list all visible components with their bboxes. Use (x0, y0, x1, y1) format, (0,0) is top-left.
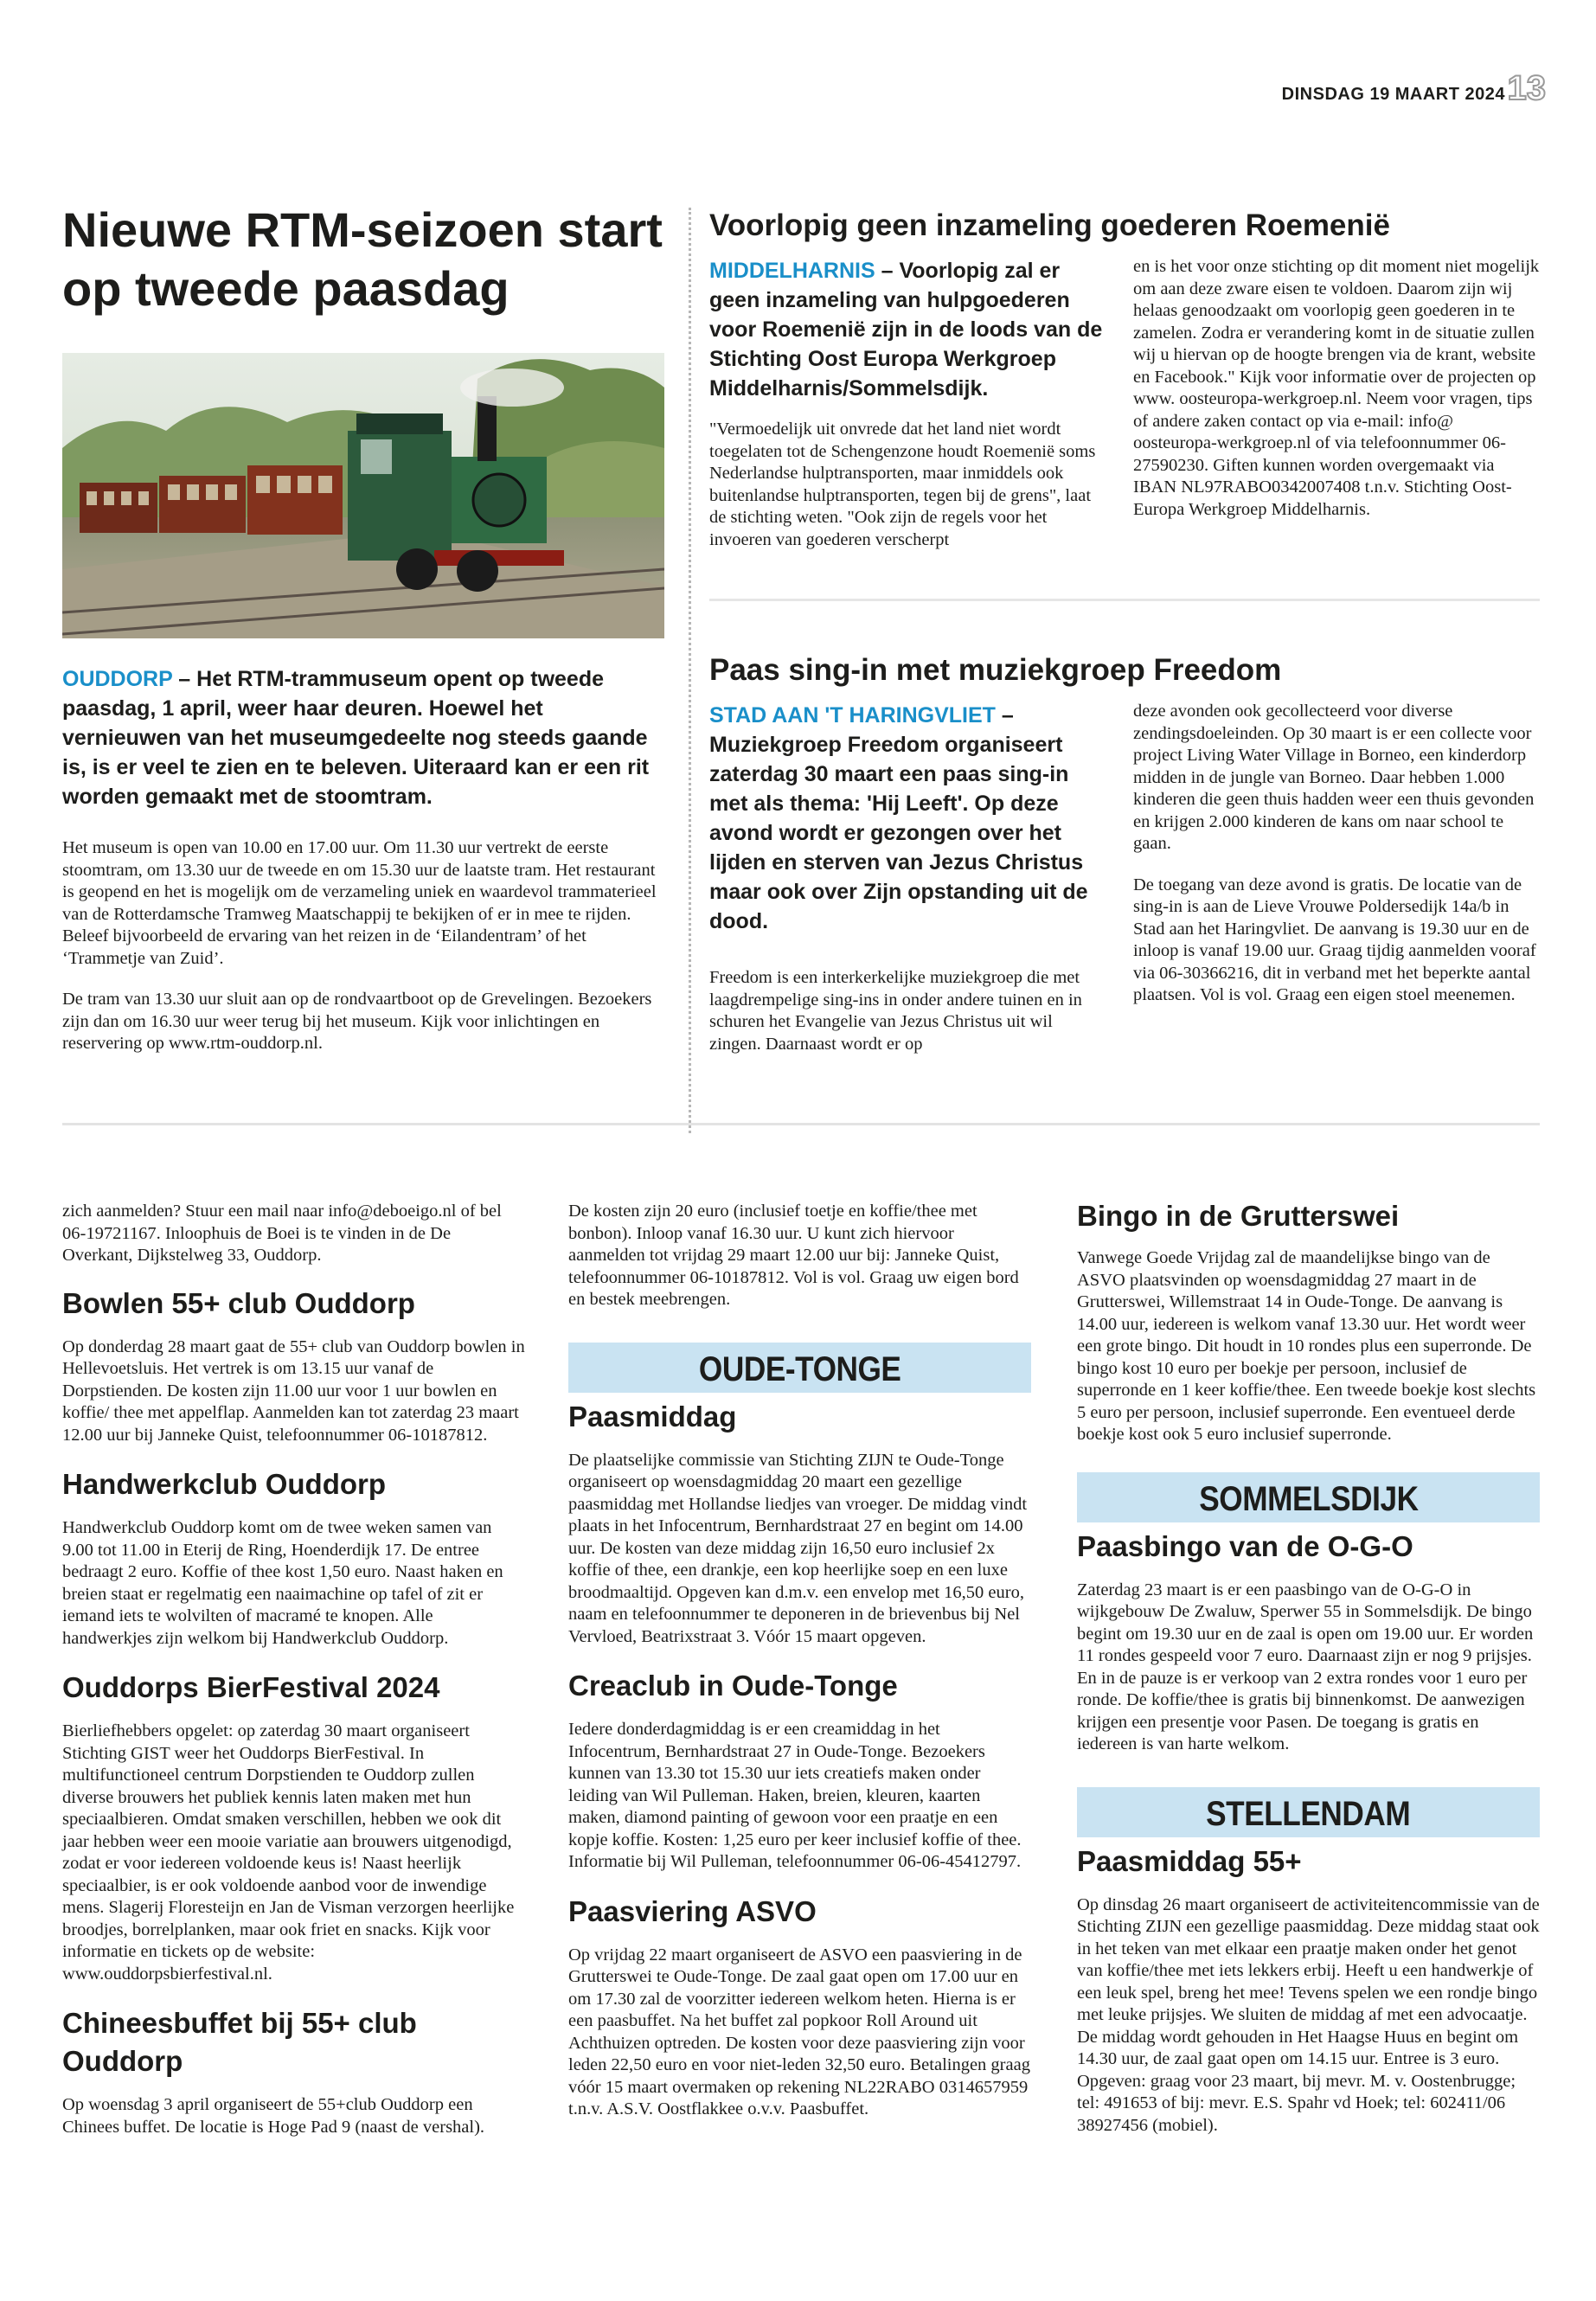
bingo-text: Vanwege Goede Vrijdag zal de maandelijkse bingo van de ASVO plaatsvinden op woensdagmiddag 27 maart in de Grutterswei, Willemstraat 14 in Oude-Tonge. De aanvang is 14.00 uur, iedereen is welkom vanaf 13.30 uur. Het wordt weer een grote bingo. Dit houdt in 10 rondes plus een superronde. De bingo kost 10 euro per boekje per persoon, inclusief de superronde en 1 keer koffie/thee. Een tweede boekje kost slechts 5 euro per persoon, inclusief superronde. Een eventueel derde boekje kost ook 5 euro inclusief superronde. (1077, 1248, 1536, 1444)
asvo-text: Op vrijdag 22 maart organiseert de ASVO een paasviering in de Grutterswei te Oude-Tonge. De zaal gaat open om 17.00 uur en om 17.30 zal de voorzitter iedereen welkom heten. Hierna is er een paasbuffet. Na het buffet zal popkoor Roll Around uit Achthuizen optreden. De kosten voor deze paasviering zijn voor leden 22,50 euro en voor niet-leden 32,50 euro. Betalingen graag vóór 15 maart overmaken op rekening NL22RABO 0314657959 t.n.v. A.S.V. Oostflakkee o.v.v. Paasbuffet. (568, 1945, 1030, 2118)
roemenie-body-col1: "Vermoedelijk uit onvrede dat het land niet wordt toegelaten tot de Schengenzone houdt Roemenië soms Nederlandse hulptransporten, maar inmiddels ook buitenlandse hulptransporten, tegen bij de grens", laat de stichting weten. "Ook zijn de regels voor het invoeren van goederen verscherpt (709, 420, 1096, 549)
chineesbuffet-headline: Chineesbuffet bij 55+ club Ouddorp (62, 2007, 417, 2077)
steam-tram-photo (62, 353, 664, 638)
creaclub-headline: Creaclub in Oude-Tonge (568, 1670, 898, 1702)
chineesbuffet-text: Op woensdag 3 april organiseert de 55+club Ouddorp een Chinees buffet. De locatie is Hoge Pad 9 (naast de vershal). (62, 2095, 485, 2137)
asvo-headline: Paasviering ASVO (568, 1894, 817, 1927)
rtm-headline: Nieuwe RTM-seizoen start op tweede paasdag (62, 202, 663, 316)
freedom-headline: Paas sing-in met muziekgroep Freedom (709, 653, 1282, 687)
oude-tonge-band: OUDE-TONGE (568, 1343, 1031, 1393)
paasmiddag-headline: Paasmiddag (568, 1400, 737, 1433)
freedom-lead: STAD AAN 'T HARINGVLIET – Muziekgroep Freedom organiseert zaterdag 30 maart een paas sing-in met als thema: 'Hij Leeft'. Op deze avond wordt er gezongen over het lijden en sterven van Jezus Christus maar ook over Zijn opstanding uit de dood. (709, 703, 1088, 933)
sommelsdijk-band: SOMMELSDIJK (1077, 1472, 1540, 1522)
handwerk-headline: Handwerkclub Ouddorp (62, 1468, 387, 1500)
freedom-body-col1: Freedom is een interkerkelijke muziekgroep die met laagdrempelige sing-ins in onder andere tuinen en in schuren het Evangelie van Jezus Christus uit wil zingen. Daarnaast wordt er op (709, 968, 1082, 1054)
continued-text: zich aanmelden? Stuur een mail naar info@deboeigo.nl of bel 06-19721167. Inloophuis de Boei is te vinden in de De Overkant, Dijkstelweg 33, Ouddorp. (62, 1202, 502, 1265)
agenda-column-3 (1077, 1197, 1540, 2137)
bierfestival-text: Bierliefhebbers opgelet: op zaterdag 30 maart organiseert Stichting GIST weer het Ouddorps BierFestival. In multifunctioneel centrum Dorpstienden te Ouddorp zullen diverse brouwers het publiek kennis laten maken met hun speciaalbieren. Omdat smaken verschillen, hebben we ook dit jaar hebben weer een mooie variatie aan brouwers uitgenodigd, zodat er voor iedereen voldoende keus is! Naast heerlijk speciaalbier, is er ook voldoende aanbod voor de inwendige mens. Slagerij Floresteijn en Jan de Visman verzorgen heerlijke broodjes, borrelplanken, maar ook friet en snacks. Kijk voor informatie en tickets op de website: www.ouddorpsbierfestival.nl. (62, 1721, 515, 1984)
section-divider (62, 1123, 1540, 1125)
continued-text: De kosten zijn 20 euro (inclusief toetje en koffie/thee met bonbon). Inloop vanaf 16.30 uur. U kunt zich hiervoor aanmelden tot vrijdag 29 maart 12.00 uur bij: Janneke Quist, telefoonnummer 06-10187812. Vol is vol. Graag uw eigen bord en bestek meebrengen. (568, 1202, 1019, 1309)
rtm-lead: OUDDORP – Het RTM-trammuseum opent op tweede paasdag, 1 april, weer haar deuren. Hoewel het vernieuwen van het museumgedeelte nog steeds gaande is, is er veel te zien en te beleven. Uiteraard kan er een rit worden gemaakt met de stoomtram. (62, 667, 650, 809)
rtm-body (62, 837, 668, 1074)
agenda-column-2 (568, 1201, 1031, 2121)
bowlen-text: Op donderdag 28 maart gaat de 55+ club van Ouddorp bowlen in Hellevoetsluis. Het vertrek is om 13.15 uur vanaf de Dorpstienden. De kosten zijn 11.00 uur voor 1 uur bowlen en koffie/ thee met appelflap. Aanmelden kan tot zaterdag 23 maart 12.00 uur bij Janneke Quist, telefoonnummer 06-10187812. (62, 1336, 525, 1445)
rtm-paragraph: Het museum is open van 10.00 en 17.00 uur. Om 11.30 uur vertrekt de eerste stoomtram, om 13.30 uur de tweede en om 15.30 uur de laatste tram. Het restaurant is geopend en het is mogelijk om de verzameling uniek en waardevol trammaterieel van de Rotterdamsche Tramweg Maatschappij te bekijken of er in mee te rijden. Beleef bijvoorbeeld de ervaring van het reizen in de ‘Eilandentram’ of het ‘Trammetje van Zuid’. (62, 838, 657, 968)
ogo-text: Zaterdag 23 maart is er een paasbingo van de O-G-O in wijkgebouw De Zwaluw, Sperwer 55 in Sommelsdijk. De bingo begint om 19.30 uur en de zaal is open om 19.00 uur. Er worden 11 rondes gespeeld voor 7 euro. Daarnaast zijn er nog 9 prijsjes. En in de pauze is er verkoop van 2 extra rondes voor 1 euro per ronde. De koffie/thee is gratis bij binnenkomst. De aanwezigen krijgen een presentje voor Pasen. De toegang is gratis en iedereen is van harte welkom. (1077, 1580, 1534, 1753)
bingo-headline: Bingo in de Grutterswei (1077, 1200, 1400, 1232)
freedom-paragraph: De toegang van deze avond is gratis. De locatie van de sing-in is aan de Lieve Vrouwe Poldersedijk 14a/b in Stad aan het Haringvliet. De aanvang is 19.30 uur en de inloop is vanaf 19.00 uur. Graag tijdig aanmelden vooraf via 06-30366216, dit in verband met het beperkte aantal plaatsen. Vol is vol. Graag een eigen stoel meenemen. (1133, 875, 1536, 1004)
bierfestival-headline: Ouddorps BierFestival 2024 (62, 1671, 440, 1703)
ogo-headline: Paasbingo van de O-G-O (1077, 1529, 1413, 1562)
paasmiddag55-text: Op dinsdag 26 maart organiseert de activiteitencommissie van de Stichting ZIJN een gezellige paasmiddag. Deze middag staat ook in het teken van met elkaar een praatje maken onder het genot van koffie/thee met iets lekkers erbij. Heeft u een handwerkje of een leuk spel, breng het mee! Tevens spelen we een rondje bingo met leuke prijsjes. We sluiten de middag af met een advocaatje. De middag wordt gehouden in Het Haagse Huus en begint om 14.30 uur, de zaal gaat open om 14.15 uur. Entree is 3 euro. Opgeven: graag voor 23 maart, bij mevr. M. v. Oostenbrugge; tel: 491653 of bij: mevr. E.S. Spahr vd Hoek; tel: 602411/06 38927456 (mobiel). (1077, 1894, 1540, 2135)
roemenie-headline: Voorlopig geen inzameling goederen Roemenië (709, 208, 1390, 242)
roemenie-body-col2: en is het voor onze stichting op dit moment niet mogelijk om aan deze zware eisen te voldoen. Daarom zijn wij helaas genoodzaakt om voorlopig geen goederen in te zamelen. Zodra er verandering komt in de situatie zullen wij u hiervan op de hoogte brengen via de krant, website en Facebook." Kijk voor informatie over de projecten op www. oosteuropa-werkgroep.nl. Neem voor vragen, tips of andere zaken contact op via e-mail: info@ oosteuropa-werkgroep.nl of via telefoonnummer 06-27590230. Giften kunnen worden overgemaakt via IBAN NL97RABO0342007408 t.n.v. Stichting Oost-Europa Werkgroep Middelharnis. (1133, 257, 1540, 519)
handwerk-text: Handwerkclub Ouddorp komt om de twee weken samen van 9.00 tot 11.00 in Eterij de Ring, Hoenderdijk 17. De entree bedraagt 2 euro. Koffie of thee kost 1,50 euro. Naast haken en breien staat er regelmatig een naaimachine op tafel of zit er iemand iets te wolvilten of macramé te knopen. Alle handwerkjes zijn welkom bij Handwerkclub Ouddorp. (62, 1518, 503, 1648)
bowlen-headline: Bowlen 55+ club Ouddorp (62, 1286, 415, 1319)
roemenie-lead: MIDDELHARNIS – Voorlopig zal er geen inzameling van hulpgoederen voor Roemenië zijn in de loods van de Stichting Oost Europa Werkgroep Middelharnis/Sommelsdijk. (709, 259, 1103, 401)
rtm-paragraph: De tram van 13.30 uur sluit aan op de rondvaartboot op de Grevelingen. Bezoekers zijn dan om 16.30 uur weer terug bij het museum. Kijk voor inlichtingen en reservering op www.rtm-ouddorp.nl. (62, 990, 652, 1053)
agenda-column-1 (62, 1201, 525, 2138)
page-number: 13 (1507, 69, 1546, 107)
page-date: DINSDAG 19 MAART 2024 (1281, 85, 1505, 104)
paasmiddag55-headline: Paasmiddag 55+ (1077, 1844, 1302, 1877)
creaclub-text: Iedere donderdagmiddag is er een creamiddag in het Infocentrum, Bernhardstraat 27 in Oude-Tonge. Bezoekers kunnen van 13.30 tot 15.30 uur iets creatiefs maken onder leiding van Wil Pulleman. Haken, breien, kleuren, kaarten maken, diamond painting of gewoon voor een praatje en een kopje koffie. Kosten: 1,25 euro per keer inclusief koffie of thee. Informatie bij Wil Pulleman, telefoonnummer 06-06-45412797. (568, 1720, 1022, 1871)
column-divider (689, 208, 691, 1133)
section-divider (709, 599, 1540, 601)
steam-tram-illustration (62, 353, 664, 638)
freedom-paragraph: deze avonden ook gecollecteerd voor diverse zendingsdoeleinden. Op 30 maart is er een collecte voor project Living Water Village in Borneo, een kinderdorp midden in de jungle van Borneo. Daar hebben 1.000 kinderen die geen thuis hadden weer een thuis gevonden en krijgen 2.000 kinderen de kans om naar school te gaan. (1133, 702, 1535, 853)
stellendam-band: STELLENDAM (1077, 1787, 1540, 1837)
freedom-body-col2 (1133, 701, 1540, 1026)
paasmiddag-text: De plaatselijke commissie van Stichting ZIJN te Oude-Tonge organiseert op woensdagmiddag 20 maart een gezellige paasmiddag met Hollandse liedjes van vroeger. De middag vindt plaats in het Infocentrum, Bernhardstraat 27 en begint om 14.00 uur. De kosten van deze middag zijn 16,50 euro inclusief 2x koffie of thee, een drankje, een kop heerlijke soep en een luxe broodmaaltijd. Opgeven kan d.m.v. een envelop met 16,50 euro, naam en telefoonnummer te deponeren in de brievenbus bij Nel Vervloed, Beatrixstraat 3. Vóór 15 maart opgeven. (568, 1450, 1028, 1646)
